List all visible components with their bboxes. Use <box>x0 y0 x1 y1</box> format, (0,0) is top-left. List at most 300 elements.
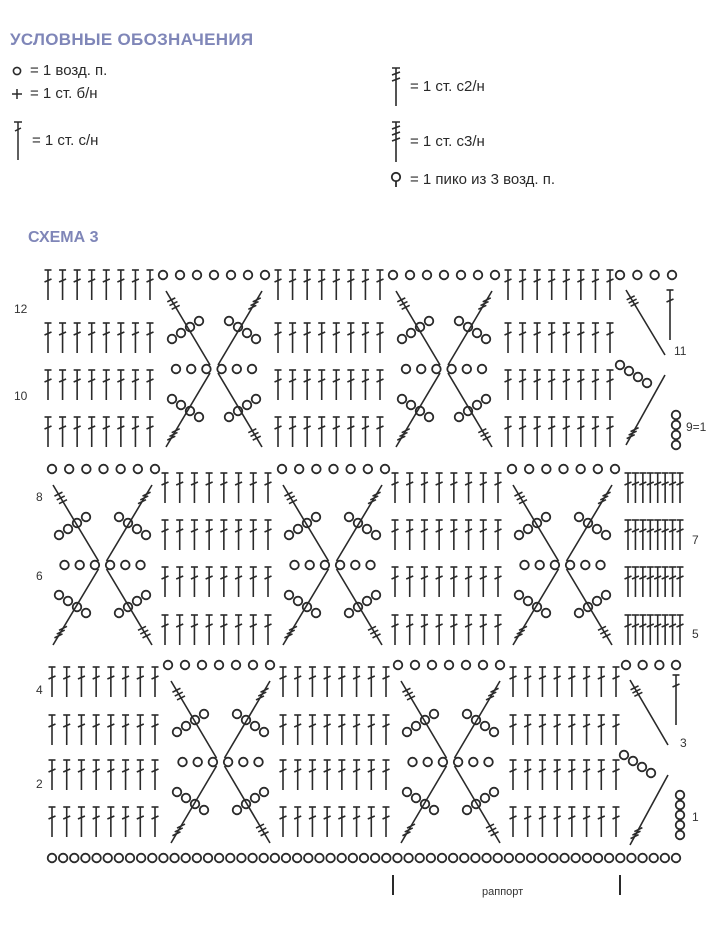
chain-stitch <box>64 597 73 606</box>
chain-stitch <box>82 609 91 618</box>
chain-stitch <box>187 365 196 374</box>
chain-stitch <box>643 379 652 388</box>
chain-stitch <box>193 854 202 863</box>
chain-stitch <box>593 597 602 606</box>
long-stitch <box>626 290 665 355</box>
repeat-label: раппорт <box>482 886 524 898</box>
chain-stitch <box>542 465 551 474</box>
legend-item-chain <box>10 62 107 79</box>
legend-item-single-crochet <box>10 85 98 102</box>
chain-stitch <box>575 609 584 618</box>
chain-stitch <box>148 854 157 863</box>
chain-stitch <box>202 365 211 374</box>
double-crochet-icon <box>10 118 26 162</box>
chain-stitch <box>200 710 209 719</box>
chain-stitch <box>159 854 168 863</box>
chain-stitch <box>602 591 611 600</box>
chain-stitch <box>620 751 629 760</box>
long-stitch <box>337 485 383 561</box>
chain-stitch <box>278 465 287 474</box>
chain-stitch <box>432 365 441 374</box>
row-label-2: 2 <box>36 777 43 791</box>
chain-stitch <box>371 854 380 863</box>
chain-stitch <box>516 854 525 863</box>
chain-stitch <box>402 365 411 374</box>
chain-stitch <box>583 854 592 863</box>
chain-stitch <box>634 373 643 382</box>
chain-stitch <box>482 395 491 404</box>
chain-stitch <box>210 271 219 280</box>
chain-stitch <box>305 561 314 570</box>
triple-treble-icon <box>388 118 404 164</box>
chain-stitch <box>627 854 636 863</box>
chain-stitch <box>560 854 569 863</box>
long-stitch <box>171 766 217 843</box>
long-stitch <box>448 291 492 365</box>
chain-stitch <box>473 329 482 338</box>
long-stitch <box>401 766 447 843</box>
chain-stitch <box>136 561 145 570</box>
chain-stitch <box>423 758 432 767</box>
chain-stitch <box>527 854 536 863</box>
chain-stitch <box>200 806 209 815</box>
double-treble-icon <box>388 64 404 108</box>
chain-stitch <box>106 561 115 570</box>
chain-stitch <box>559 465 568 474</box>
chain-stitch <box>493 854 502 863</box>
long-stitch <box>567 569 613 645</box>
chain-stitch <box>398 395 407 404</box>
chain-stitch <box>115 513 124 522</box>
chain-stitch <box>81 854 90 863</box>
chain-stitch <box>616 854 625 863</box>
chain-stitch <box>404 854 413 863</box>
chain-stitch <box>121 561 130 570</box>
chain-stitch <box>59 854 68 863</box>
chain-stitch <box>457 271 466 280</box>
chain-stitch <box>382 854 391 863</box>
chain-stitch <box>427 854 436 863</box>
chain-stitch <box>566 561 575 570</box>
chain-stitch <box>312 465 321 474</box>
chain-stitch <box>425 413 434 422</box>
chain-stitch <box>181 661 190 670</box>
legend-item-double-treble <box>388 64 485 108</box>
chain-stitch <box>181 854 190 863</box>
chain-stitch <box>178 758 187 767</box>
chain-stitch <box>168 335 177 344</box>
chain-stitch <box>445 661 454 670</box>
chain-stitch <box>133 525 142 534</box>
chain-stitch <box>195 413 204 422</box>
chain-stitch <box>249 661 258 670</box>
chain-stitch <box>363 525 372 534</box>
chain-stitch <box>455 317 464 326</box>
chain-stitch <box>142 591 151 600</box>
long-stitch <box>53 569 99 645</box>
chain-stitch <box>649 854 658 863</box>
chain-stitch <box>252 335 261 344</box>
chain-stitch <box>195 317 204 326</box>
chain-stitch <box>672 661 681 670</box>
chain-stitch <box>524 525 533 534</box>
chain-stitch <box>209 758 218 767</box>
chain-stitch <box>261 271 270 280</box>
chain-stitch <box>133 597 142 606</box>
chain-stitch <box>542 513 551 522</box>
long-stitch <box>218 291 262 365</box>
chain-stitch <box>312 609 321 618</box>
chain-stitch <box>55 531 64 540</box>
chain-stitch <box>252 395 261 404</box>
chain-stitch <box>668 271 677 280</box>
chain-stitch <box>92 854 101 863</box>
chain-stitch <box>99 465 108 474</box>
chain-stitch <box>638 763 647 772</box>
chain-stitch <box>633 271 642 280</box>
legend-item-double-crochet <box>10 118 98 162</box>
chain-stitch <box>538 854 547 863</box>
chain-stitch <box>251 722 260 731</box>
chain-stitch <box>337 854 346 863</box>
chain-stitch <box>430 806 439 815</box>
chain-stitch <box>490 728 499 737</box>
long-stitch <box>166 373 210 447</box>
chain-stitch <box>463 710 472 719</box>
chain-stitch <box>55 591 64 600</box>
chain-stitch <box>403 728 412 737</box>
chain-stitch <box>602 531 611 540</box>
chain-stitch <box>481 794 490 803</box>
long-stitch <box>626 375 665 445</box>
chain-stitch <box>407 401 416 410</box>
chain-stitch <box>398 335 407 344</box>
chain-stitch <box>473 401 482 410</box>
chain-stitch <box>515 531 524 540</box>
chain-stitch <box>454 758 463 767</box>
chain-stitch <box>403 788 412 797</box>
chain-stitch <box>173 788 182 797</box>
chain-stitch <box>389 271 398 280</box>
chain-stitch <box>226 854 235 863</box>
chain-stitch <box>168 395 177 404</box>
chain-stitch <box>285 531 294 540</box>
chain-stitch <box>605 854 614 863</box>
long-stitch <box>455 766 501 843</box>
chain-stitch <box>676 791 685 800</box>
chain-stitch <box>482 854 491 863</box>
chain-stitch <box>295 465 304 474</box>
chain-stitch <box>243 329 252 338</box>
chain-stitch <box>282 854 291 863</box>
legend-text-double-treble: = 1 ст. с2/н <box>410 77 485 95</box>
chain-stitch <box>625 367 634 376</box>
row-label-7: 7 <box>692 533 699 547</box>
chain-stitch <box>260 728 269 737</box>
chain-stitch <box>103 854 112 863</box>
long-stitch <box>171 681 217 758</box>
long-stitch <box>455 681 501 758</box>
long-stitch <box>513 485 559 561</box>
chain-stitch <box>372 531 381 540</box>
long-stitch <box>107 569 153 645</box>
chain-stitch <box>232 661 241 670</box>
chain-stitch <box>412 794 421 803</box>
chain-stitch <box>159 271 168 280</box>
chain-stitch <box>491 271 500 280</box>
long-stitch <box>283 485 329 561</box>
chain-stitch <box>393 854 402 863</box>
chain-stitch <box>82 465 91 474</box>
legend-text-triple-treble: = 1 ст. с3/н <box>410 132 485 150</box>
chain-stitch <box>408 758 417 767</box>
chain-stitch <box>266 661 275 670</box>
chain-stitch <box>650 271 659 280</box>
long-stitch <box>401 681 447 758</box>
chain-stitch <box>142 531 151 540</box>
long-stitch <box>567 485 613 561</box>
chain-stitch <box>463 365 472 374</box>
row-label-11: 11 <box>674 344 687 358</box>
chain-stitch <box>349 854 358 863</box>
chain-stitch <box>193 758 202 767</box>
chain-stitch <box>482 335 491 344</box>
single-crochet-icon <box>10 87 24 101</box>
chain-stitch <box>525 465 534 474</box>
chain-stitch <box>271 854 280 863</box>
chain-stitch <box>616 361 625 370</box>
chain-stitch <box>225 413 234 422</box>
chain-stitch <box>430 710 439 719</box>
chain-stitch <box>48 854 57 863</box>
chain-stitch <box>233 365 242 374</box>
long-stitch <box>337 569 383 645</box>
chain-stitch <box>326 854 335 863</box>
chain-stitch <box>134 465 143 474</box>
chain-stitch <box>75 561 84 570</box>
chain-stitch <box>364 465 373 474</box>
long-stitch <box>448 373 492 447</box>
chain-stitch <box>60 561 69 570</box>
chain-stitch <box>225 317 234 326</box>
chain-stitch <box>182 722 191 731</box>
long-stitch <box>225 766 271 843</box>
chain-stitch <box>672 854 681 863</box>
long-stitch <box>396 291 440 365</box>
chain-stitch-icon <box>10 64 24 78</box>
chain-stitch <box>351 561 360 570</box>
chain-stitch <box>549 854 558 863</box>
long-stitch <box>218 373 262 447</box>
chain-stitch <box>360 854 369 863</box>
chain-stitch <box>594 465 603 474</box>
chain-stitch <box>455 413 464 422</box>
chain-stitch <box>239 758 248 767</box>
chain-stitch <box>248 365 257 374</box>
chain-stitch <box>116 465 125 474</box>
legend-text-single-crochet: = 1 ст. б/н <box>30 85 98 102</box>
legend-text-double-crochet: = 1 ст. с/н <box>32 131 99 149</box>
chain-stitch <box>676 831 685 840</box>
chain-stitch <box>321 561 330 570</box>
chain-stitch <box>407 329 416 338</box>
chain-stitch <box>496 661 505 670</box>
chain-stitch <box>173 728 182 737</box>
chain-stitch <box>217 365 226 374</box>
chain-stitch <box>126 854 135 863</box>
chain-stitch <box>596 561 605 570</box>
chain-stitch <box>260 788 269 797</box>
chain-stitch <box>425 317 434 326</box>
row-label-9-1: 9=1 <box>686 420 707 434</box>
long-stitch <box>283 569 329 645</box>
chain-stitch <box>447 365 456 374</box>
chain-stitch <box>406 271 415 280</box>
chain-stitch <box>363 597 372 606</box>
chain-stitch <box>471 854 480 863</box>
chain-stitch <box>215 661 224 670</box>
chain-stitch <box>440 271 449 280</box>
chain-stitch <box>484 758 493 767</box>
chain-stitch <box>345 609 354 618</box>
chain-stitch <box>438 854 447 863</box>
chain-stitch <box>244 271 253 280</box>
chain-stitch <box>91 561 100 570</box>
chain-stitch <box>672 421 681 430</box>
chain-stitch <box>638 661 647 670</box>
chain-stitch <box>423 271 432 280</box>
row-label-8: 8 <box>36 490 43 504</box>
chain-stitch <box>315 854 324 863</box>
chain-stitch <box>676 821 685 830</box>
chain-stitch <box>415 854 424 863</box>
chain-stitch <box>672 431 681 440</box>
chain-stitch <box>508 465 517 474</box>
chain-stitch <box>70 854 79 863</box>
long-stitch <box>225 681 271 758</box>
chain-stitch <box>524 597 533 606</box>
chain-stitch <box>661 854 670 863</box>
chain-stitch <box>372 591 381 600</box>
row-label-10: 10 <box>14 389 28 403</box>
row-label-3: 3 <box>680 736 687 750</box>
chain-stitch <box>460 854 469 863</box>
chain-stitch <box>412 722 421 731</box>
chain-stitch <box>170 854 179 863</box>
picot-icon <box>388 170 404 188</box>
chain-stitch <box>233 710 242 719</box>
chain-stitch <box>64 525 73 534</box>
chain-stitch <box>251 794 260 803</box>
legend-text-picot: = 1 пико из 3 возд. п. <box>410 170 556 188</box>
chain-stitch <box>394 661 403 670</box>
chain-stitch <box>638 854 647 863</box>
chain-stitch <box>259 854 268 863</box>
chain-stitch <box>576 465 585 474</box>
chain-stitch <box>115 609 124 618</box>
chain-stitch <box>65 465 74 474</box>
chain-stitch <box>474 271 483 280</box>
chain-stitch <box>285 591 294 600</box>
chain-stitch <box>571 854 580 863</box>
chain-stitch <box>490 788 499 797</box>
chain-stitch <box>198 661 207 670</box>
chain-stitch <box>629 757 638 766</box>
long-stitch <box>630 680 668 745</box>
row-label-4: 4 <box>36 683 43 697</box>
chain-stitch <box>227 271 236 280</box>
chain-stitch <box>676 811 685 820</box>
row-label-5: 5 <box>692 627 699 641</box>
chain-stitch <box>479 661 488 670</box>
chain-stitch <box>611 465 620 474</box>
chain-stitch <box>294 597 303 606</box>
chain-stitch <box>381 465 390 474</box>
long-stitch <box>107 485 153 561</box>
chain-stitch <box>411 661 420 670</box>
chain-stitch <box>515 591 524 600</box>
chain-stitch <box>204 854 213 863</box>
legend-item-picot <box>388 170 555 188</box>
chain-stitch <box>248 854 257 863</box>
chain-stitch <box>647 769 656 778</box>
chain-stitch <box>294 525 303 534</box>
chain-stitch <box>151 465 160 474</box>
chain-stitch <box>336 561 345 570</box>
chain-stitch <box>177 401 186 410</box>
chain-stitch <box>177 329 186 338</box>
chain-stitch <box>417 365 426 374</box>
chain-stitch <box>193 271 202 280</box>
long-stitch <box>396 373 440 447</box>
chain-stitch <box>329 465 338 474</box>
row-label-12: 12 <box>14 302 28 316</box>
long-stitch <box>53 485 99 561</box>
chain-stitch <box>520 561 529 570</box>
chain-stitch <box>439 758 448 767</box>
chain-stitch <box>48 465 57 474</box>
legend-text-chain: = 1 возд. п. <box>30 62 108 79</box>
chain-stitch <box>215 854 224 863</box>
long-stitch <box>513 569 559 645</box>
chain-stitch <box>478 365 487 374</box>
chain-stitch <box>542 609 551 618</box>
chain-stitch <box>428 661 437 670</box>
chain-stitch <box>672 441 681 450</box>
chain-stitch <box>115 854 124 863</box>
chain-stitch <box>551 561 560 570</box>
long-stitch <box>630 775 668 845</box>
chain-stitch <box>575 513 584 522</box>
chain-stitch <box>137 854 146 863</box>
chain-stitch <box>224 758 233 767</box>
legend-item-triple-treble <box>388 118 485 164</box>
chain-stitch <box>254 758 263 767</box>
crochet-chart <box>0 255 709 925</box>
chain-stitch <box>182 794 191 803</box>
chain-stitch <box>312 513 321 522</box>
row-label-6: 6 <box>36 569 43 583</box>
chain-stitch <box>172 365 181 374</box>
legend-title: УСЛОВНЫЕ ОБОЗНАЧЕНИЯ <box>10 30 254 49</box>
chain-stitch <box>164 661 173 670</box>
chain-stitch <box>243 401 252 410</box>
chain-stitch <box>463 806 472 815</box>
chain-stitch <box>176 271 185 280</box>
chain-stitch <box>304 854 313 863</box>
chain-stitch <box>616 271 625 280</box>
chain-stitch <box>346 465 355 474</box>
